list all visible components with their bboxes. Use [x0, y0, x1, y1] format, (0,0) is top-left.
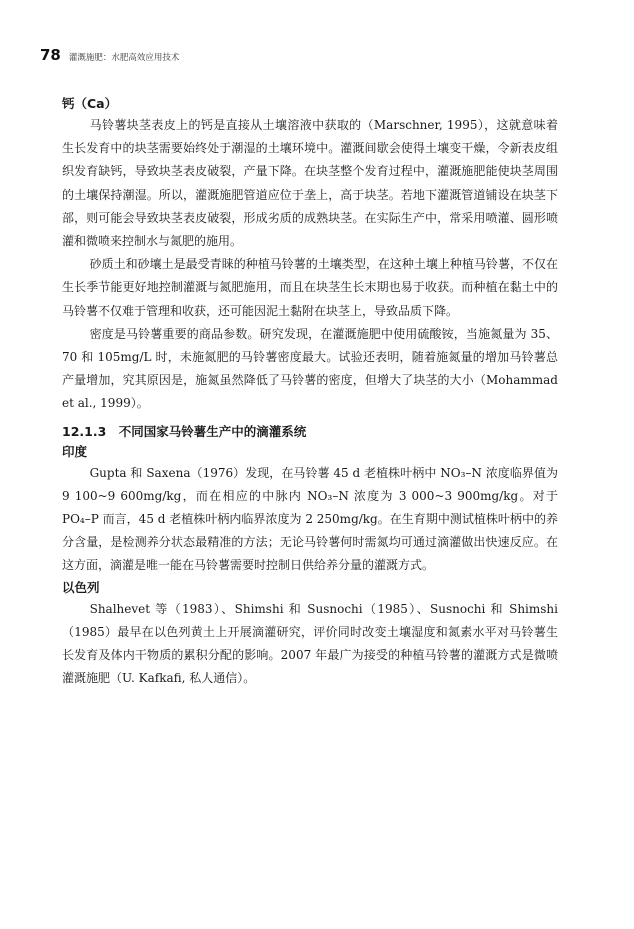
- page-body: [62, 94, 558, 690]
- israel-paragraph: Shalhevet 等（1983）、Shimshi 和 Susnochi（1985）、Susnochi 和 Shimshi（1985）最早在以色列黄土上开展滴灌研究，评价同时改变土壤湿度和氮素水平对马铃薯生长发育及体内干物质的累积分配的影响。2007 年最广为接受的种植马铃薯的灌溉方式是微喷灌溉施肥（U. Kafkafi, 私人通信）。: [62, 601, 558, 686]
- page-header: [40, 46, 179, 64]
- calcium-paragraph-1: 马铃薯块茎表皮上的钙是直接从土壤溶液中获取的（Marschner, 1995），这就意味着生长发育中的块茎需要始终处于潮湿的土壤环境中。灌溉间歇会使得土壤变干燥，令新表皮组织发育缺钙，导致块茎表皮破裂，产量下降。在块茎整个发育过程中，灌溉施肥能使块茎周围的土壤保持潮湿。所以，灌溉施肥管道应位于垄上，高于块茎。若地下灌溉管道铺设在块茎下部，则可能会导致块茎表皮破裂，形成劣质的成熟块茎。在实际生产中，常采用喷灌、圆形喷灌和微喷来控制水与氮肥的施用。: [62, 118, 558, 249]
- running-title: 灌溉施肥：水肥高效应用技术: [68, 53, 180, 63]
- india-heading: 印度: [62, 443, 88, 459]
- india-paragraph: Gupta 和 Saxena（1976）发现，在马铃薯 45 d 老植株叶柄中 NO₃–N 浓度临界值为 9 100~9 600mg/kg，而在相应的中脉内 NO₃–N 浓度为 3 000~3 900mg/kg。对于 PO₄–P 而言，45 d 老植株叶柄内临界浓度为 2 250mg/kg。在生育期中测试植株叶柄中的养分含量，是检测养分状态最精准的方法；无论马铃薯何时需氮均可通过滴灌做出快速反应。在这方面，滴灌是唯一能在马铃薯需要时控制日供给养分量的灌溉方式。: [62, 465, 558, 573]
- calcium-paragraph-2: 砂质土和砂壤土是最受青睐的种植马铃薯的土壤类型，在这种土壤上种植马铃薯，不仅在生长季节能更好地控制灌溉与氮肥施用，而且在块茎生长末期也易于收获。而种植在黏土中的马铃薯不仅难于管理和收获，还可能因泥土黏附在块茎上，导致品质下降。: [62, 257, 558, 318]
- page-number: 78: [40, 46, 61, 64]
- section-title: 12.1.3 不同国家马铃薯生产中的滴灌系统: [62, 423, 307, 439]
- calcium-heading: 钙（Ca）: [62, 96, 118, 111]
- israel-heading: 以色列: [62, 579, 100, 595]
- calcium-paragraph-3: 密度是马铃薯重要的商品参数。研究发现，在灌溉施肥中使用硫酸铵，当施氮量为 35、70 和 105mg/L 时，未施氮肥的马铃薯密度最大。试验还表明，随着施氮量的增加马铃薯总产量增加，究其原因是，施氮虽然降低了马铃薯的密度，但增大了块茎的大小（Mohammad et al., 1999）。: [62, 326, 558, 411]
